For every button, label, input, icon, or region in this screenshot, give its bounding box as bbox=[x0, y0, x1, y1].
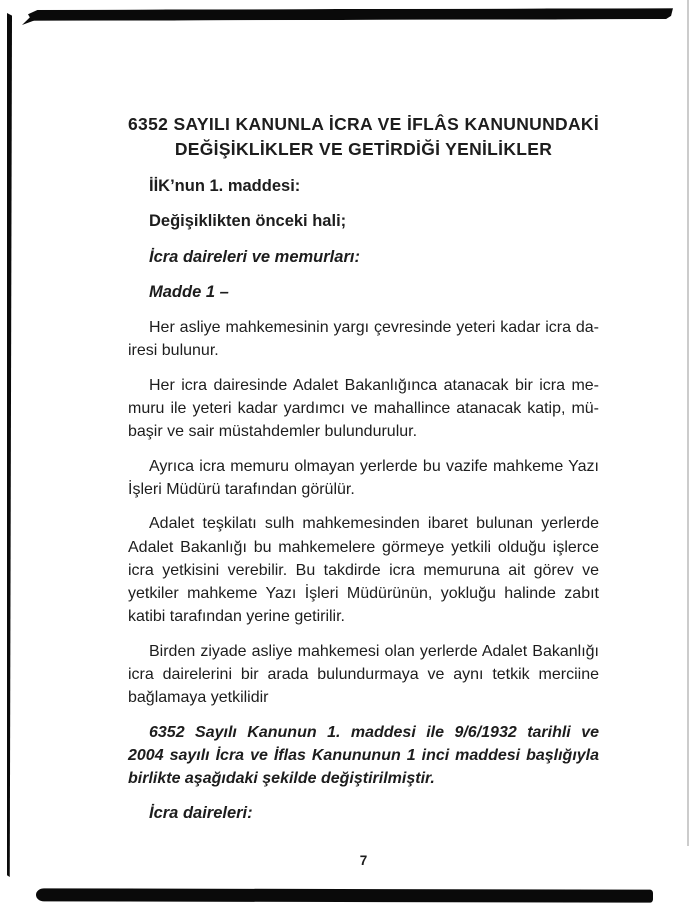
page-title bbox=[128, 112, 599, 162]
text-line: Her icra dairesinde Adalet Bakanlığınca atanacak bir icra me- bbox=[149, 376, 599, 394]
text-line: Adalet Bakanlığı bu mahkemelere görmeye yetkili olduğu işlerce bbox=[128, 538, 599, 556]
text-line: yetkiler mahkeme Yazı İşleri Müdürünün, yokluğu halinde zabıt bbox=[128, 585, 599, 603]
title-line-1: 6352 SAYILI KANUNLA İCRA VE İFLÂS KANUNUNDAKİ bbox=[128, 114, 599, 134]
paragraph bbox=[128, 721, 599, 791]
text-blocks bbox=[128, 175, 599, 825]
text-line: muru ile yeteri kadar yardımcı ve mahallince atanacak katip, mü- bbox=[128, 400, 599, 418]
text-line: birlikte aşağıdaki şekilde değiştirilmiştir. bbox=[128, 770, 435, 788]
section-heading bbox=[128, 246, 599, 269]
section-heading bbox=[128, 175, 599, 198]
text-line: bağlamaya yetkilidir bbox=[128, 689, 269, 707]
text-line: icra yetkisini verebilir. Bu takdirde icra memuruna ait görev ve bbox=[128, 561, 599, 579]
text-line: katibi tarafından yerine getirilir. bbox=[128, 608, 345, 626]
paragraph bbox=[128, 512, 599, 628]
section-heading bbox=[128, 802, 599, 825]
text-line: başir ve sair müstahdemler bulundurulur. bbox=[128, 423, 418, 441]
text-line: Birden ziyade asliye mahkemesi olan yerlerde Adalet Bakanlığı bbox=[149, 642, 599, 660]
paragraph bbox=[128, 316, 599, 363]
scan-artifact-bottom-bar bbox=[36, 888, 653, 902]
document-content bbox=[128, 112, 599, 837]
section-heading bbox=[128, 210, 599, 233]
text-line: Her asliye mahkemesinin yargı çevresinde yeteri kadar icra da- bbox=[149, 319, 599, 337]
text-line: 2004 sayılı İcra ve İflas Kanununun 1 inci maddesi başlığıyla bbox=[128, 746, 599, 764]
scan-artifact-left-bar bbox=[7, 13, 12, 877]
paragraph bbox=[128, 374, 599, 444]
paragraph bbox=[128, 455, 599, 502]
text-line: Madde 1 – bbox=[149, 282, 229, 301]
scan-artifact-right-edge-line bbox=[687, 0, 689, 846]
text-line: İcra daireleri: bbox=[149, 803, 253, 822]
text-line: Değişiklikten önceki hali; bbox=[149, 212, 347, 231]
paragraph bbox=[128, 640, 599, 710]
text-line: Ayrıca icra memuru olmayan yerlerde bu vazife mahkeme Yazı bbox=[149, 457, 599, 475]
text-line: Adalet teşkilatı sulh mahkemesinden ibaret bulunan yerlerde bbox=[149, 515, 599, 533]
text-line: İcra daireleri ve memurları: bbox=[149, 247, 360, 266]
title-line-2: DEĞİŞİKLİKLER VE GETİRDİĞİ YENİLİKLER bbox=[174, 139, 553, 159]
scan-artifact-top-bar bbox=[28, 8, 673, 21]
section-heading bbox=[128, 281, 599, 304]
text-line: icra dairelerini bir arada bulundurmaya ve aynı tetkik merciine bbox=[128, 666, 599, 684]
page-number: 7 bbox=[359, 853, 368, 868]
text-line: İİK’nun 1. maddesi: bbox=[149, 177, 301, 195]
text-line: 6352 Sayılı Kanunun 1. maddesi ile 9/6/1932 tarihli ve bbox=[149, 723, 599, 741]
text-line: iresi bulunur. bbox=[128, 342, 219, 360]
text-line: İşleri Müdürü tarafından görülür. bbox=[128, 480, 355, 498]
